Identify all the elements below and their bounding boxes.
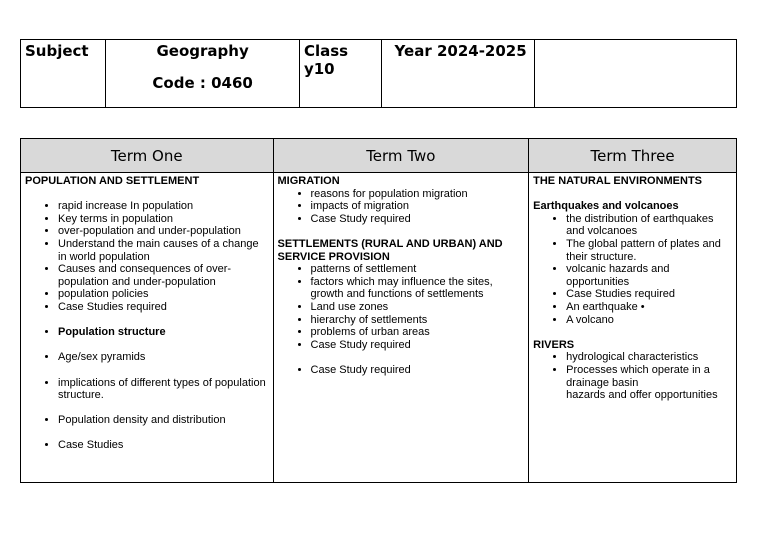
list-item: • hydrological characteristics — [566, 351, 732, 364]
earthquakes-list — [533, 213, 732, 326]
term-one-cell — [21, 173, 274, 483]
empty-cell — [534, 40, 736, 108]
class-label: Class y10 — [299, 40, 381, 108]
term-three-title: THE NATURAL ENVIRONMENTS — [533, 175, 703, 187]
list-item: • Population structure — [58, 326, 269, 339]
list-item: • problems of urban areas — [311, 326, 525, 339]
list-item: • Processes which operate in a drainage basin hazards and offer opportunities — [566, 364, 732, 402]
term-two-header: Term Two — [273, 139, 529, 173]
list-item: • A volcano — [566, 314, 732, 327]
earthquakes-subtitle: Earthquakes and volcanoes — [533, 200, 679, 213]
term-one-header: Term One — [21, 139, 274, 173]
list-item: • Case Study required — [311, 364, 525, 377]
list-item: • Population density and distribution — [58, 414, 269, 427]
list-item: • hierarchy of settlements — [311, 314, 525, 327]
term-three-header: Term Three — [529, 139, 737, 173]
migration-list — [278, 188, 525, 226]
subject-code: Code : 0460 — [152, 74, 253, 92]
list-item: • factors which may influence the sites, growth and functions of settlements — [311, 276, 525, 301]
list-item: • Case Studies required — [58, 301, 269, 314]
subject-name: Geography — [156, 42, 249, 60]
list-item: • An earthquake • — [566, 301, 732, 314]
list-item: • Understand the main causes of a change in world population — [58, 238, 269, 263]
rivers-title: RIVERS — [533, 338, 575, 351]
settlements-list — [278, 263, 525, 351]
rivers-tail: hazards and offer opportunities — [566, 389, 718, 402]
list-item: • the distribution of earthquakes and volcanoes — [566, 213, 732, 238]
list-item: • population policies — [58, 288, 269, 301]
term-one-list — [25, 200, 269, 313]
list-item: • over-population and under-population — [58, 225, 269, 238]
header-table — [20, 39, 737, 108]
subject-cell — [106, 40, 300, 108]
settlements-title: SETTLEMENTS (RURAL AND URBAN) AND SERVICE PROVISION — [277, 237, 503, 263]
list-item: • implications of different types of population structure. — [58, 377, 269, 402]
list-item: • Age/sex pyramids — [58, 351, 269, 364]
year-label: Year 2024-2025 — [381, 40, 534, 108]
subject-label: Subject — [21, 40, 106, 108]
migration-title: MIGRATION — [277, 175, 340, 187]
list-item: • Case Studies — [58, 439, 269, 452]
list-item: • The global pattern of plates and their structure. — [566, 238, 732, 263]
term-two-cell — [273, 173, 529, 483]
term-three-cell — [529, 173, 737, 483]
list-item: • Key terms in population — [58, 213, 269, 226]
list-item: • impacts of migration — [311, 200, 525, 213]
term-one-extra-list — [25, 326, 269, 452]
list-item: • Case Study required — [311, 339, 525, 352]
list-item: • patterns of settlement — [311, 263, 525, 276]
list-item: • Case Study required — [311, 213, 525, 226]
list-item: • Land use zones — [311, 301, 525, 314]
rivers-list — [533, 351, 732, 401]
list-item: • volcanic hazards and opportunities — [566, 263, 732, 288]
list-item: • reasons for population migration — [311, 188, 525, 201]
list-item: • Causes and consequences of over-population and under-population — [58, 263, 269, 288]
terms-table — [20, 138, 737, 483]
list-item: • Case Studies required — [566, 288, 732, 301]
term-one-title: POPULATION AND SETTLEMENT — [25, 175, 200, 187]
case-study-list — [278, 364, 525, 377]
list-item: • rapid increase In population — [58, 200, 269, 213]
